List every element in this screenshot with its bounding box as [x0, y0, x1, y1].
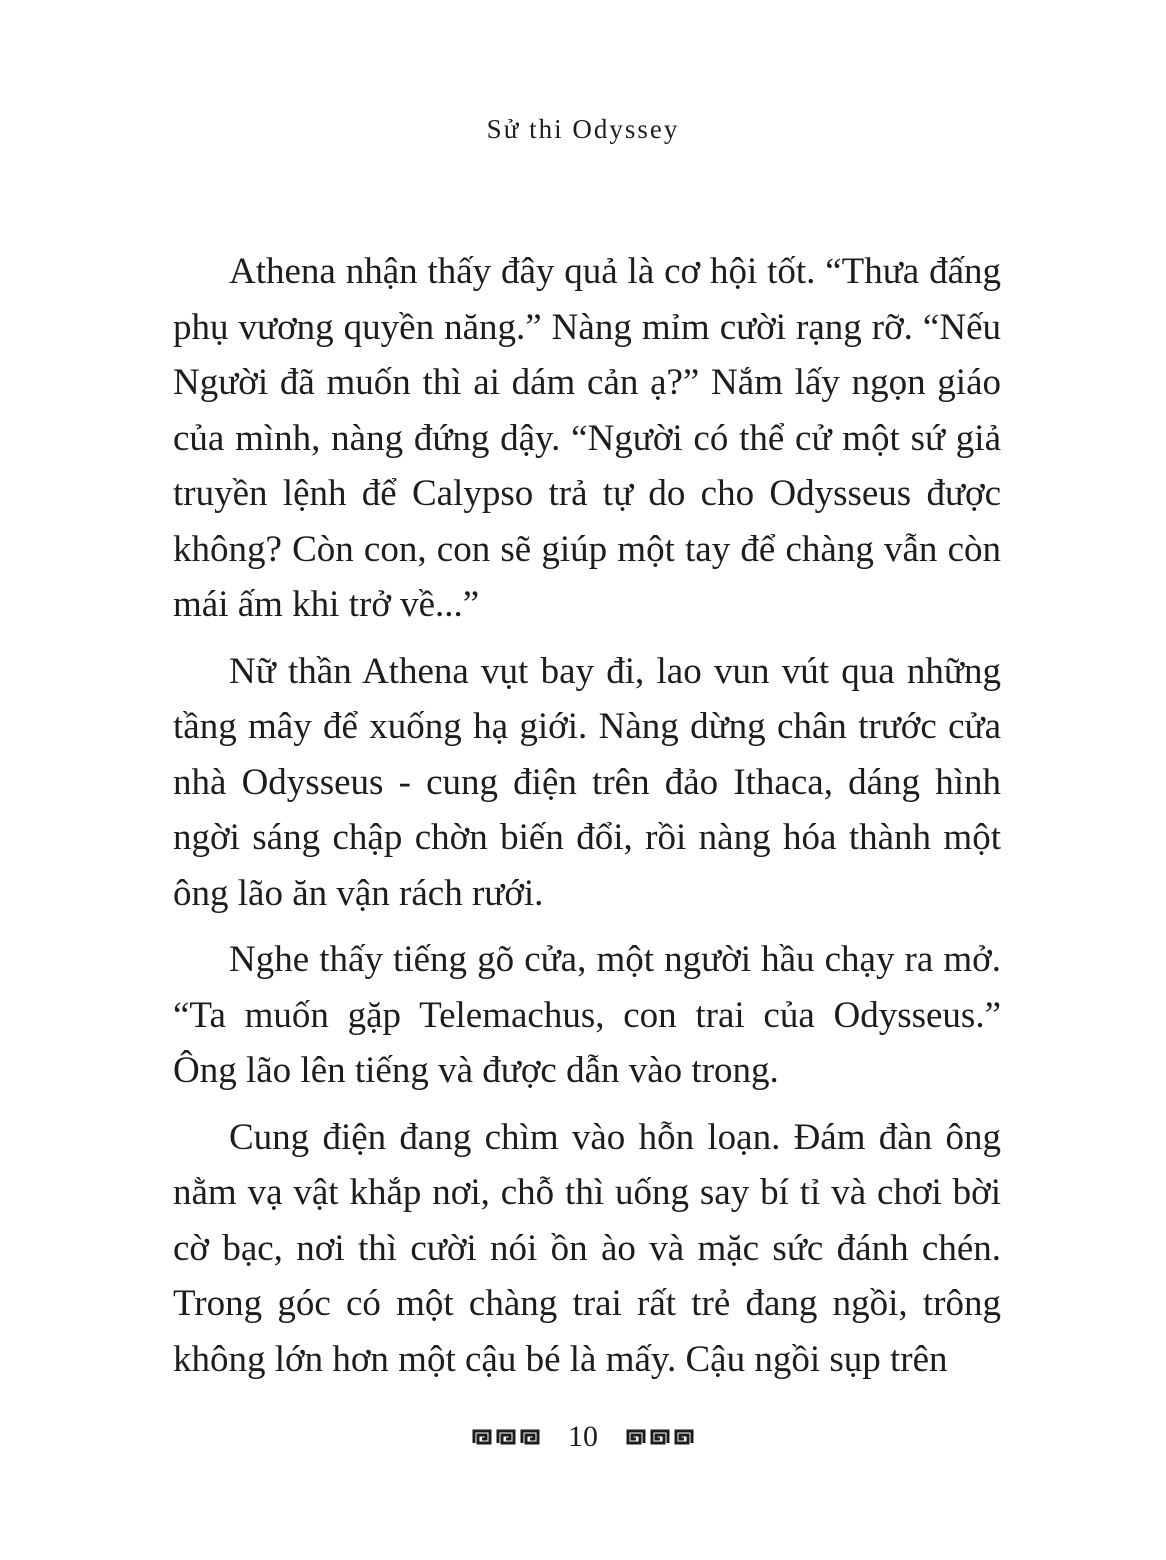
greek-key-right-icon	[626, 1429, 694, 1445]
paragraph-1: Athena nhận thấy đây quả là cơ hội tốt. “Thưa đấng phụ vương quyền năng.” Nàng mỉm cười rạng rỡ. “Nếu Người đã muốn thì ai dám cản ạ?” Nắm lấy ngọn giáo của mình, nàng đứng dậy. “Người có thể cử một sứ giả truyền lệnh để Calypso trả tự do cho Odysseus được không? Còn con, con sẽ giúp một tay để chàng vẫn còn mái ấm khi trở về...”	[173, 251, 1001, 625]
body-text	[173, 244, 1001, 1398]
page-number: 10	[568, 1420, 598, 1453]
paragraph-2: Nữ thần Athena vụt bay đi, lao vun vút qua những tầng mây để xuống hạ giới. Nàng dừng chân trước cửa nhà Odysseus - cung điện trên đảo Ithaca, dáng hình ngời sáng chập chờn biến đổi, rồi nàng hóa thành một ông lão ăn vận rách rưới.	[173, 650, 1001, 914]
paragraph-4: Cung điện đang chìm vào hỗn loạn. Đám đàn ông nằm vạ vật khắp nơi, chỗ thì uống say bí tỉ và chơi bời cờ bạc, nơi thì cười nói ồn ào và mặc sức đánh chén. Trong góc có một chàng trai rất trẻ đang ngồi, trông không lớn hơn một cậu bé là mấy. Cậu ngồi sụp trên	[173, 1116, 1001, 1380]
paragraph-3: Nghe thấy tiếng gõ cửa, một người hầu chạy ra mở. “Ta muốn gặp Telemachus, con trai của Odysseus.” Ông lão lên tiếng và được dẫn vào trong.	[173, 939, 1001, 1091]
greek-key-left-icon	[472, 1429, 540, 1445]
page-footer	[0, 1412, 1166, 1462]
running-header: Sử thi Odyssey	[486, 114, 680, 144]
